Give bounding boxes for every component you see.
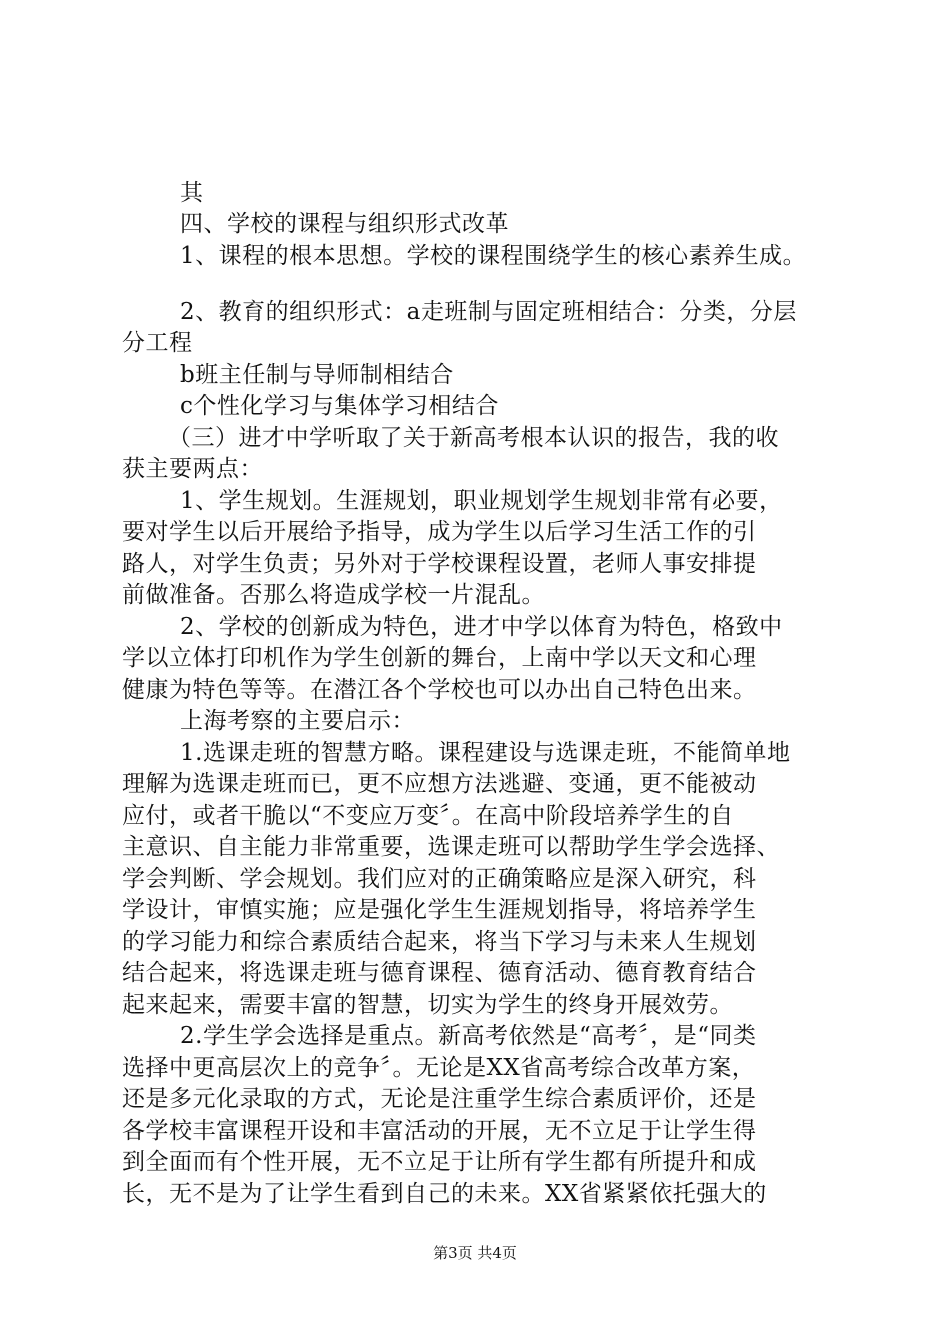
text-line: b班主任制与导师制相结合 [180, 362, 454, 388]
text-line: 健康为特色等等。在潜江各个学校也可以办出自己特色出来。 [122, 677, 757, 703]
text-line: 分工程 [122, 330, 193, 356]
text-line: 2.学生学会选择是重点。新高考依然是“高考〞，是“同类 [180, 1023, 757, 1049]
text-line: 2、教育的组织形式：a走班制与固定班相结合：分类，分层 [180, 299, 797, 325]
text-line: 路人，对学生负责；另外对于学校课程设置，老师人事安排提 [122, 551, 757, 577]
text-line: c个性化学习与集体学习相结合 [180, 393, 499, 419]
text-line: 长，无不是为了让学生看到自己的未来。XX省紧紧依托强大的 [122, 1181, 767, 1207]
text-line: 2、学校的创新成为特色，进才中学以体育为特色，格致中 [180, 614, 783, 640]
text-line: 其 [180, 180, 204, 206]
text-line: 理解为选课走班而已，更不应想方法逃避、变通，更不能被动 [122, 771, 757, 797]
text-line: 1、学生规划。生涯规划，职业规划学生规划非常有必要， [180, 488, 783, 514]
text-line: 主意识、自主能力非常重要，选课走班可以帮助学生学会选择、 [122, 834, 780, 860]
text-line: 结合起来，将选课走班与德育课程、德育活动、德育教育结合 [122, 960, 757, 986]
text-line: 选择中更高层次上的竞争〞。无论是XX省高考综合改革方案， [122, 1055, 756, 1081]
text-line: 的学习能力和综合素质结合起来，将当下学习与未来人生规划 [122, 929, 757, 955]
text-line: 获主要两点： [122, 456, 263, 482]
text-line: 应付，或者干脆以“不变应万变〞。在高中阶段培养学生的自 [122, 803, 734, 829]
text-line: 学会判断、学会规划。我们应对的正确策略应是深入研究，科 [122, 866, 757, 892]
text-line: 学以立体打印机作为学生创新的舞台，上南中学以天文和心理 [122, 645, 757, 671]
text-line: 各学校丰富课程开设和丰富活动的开展，无不立足于让学生得 [122, 1118, 757, 1144]
text-line: 到全面而有个性开展，无不立足于让所有学生都有所提升和成 [122, 1149, 757, 1175]
text-line: 起来起来，需要丰富的智慧，切实为学生的终身开展效劳。 [122, 992, 733, 1018]
text-line: （三）进才中学听取了关于新高考根本认识的报告，我的收 [168, 425, 779, 451]
text-line: 上海考察的主要启示： [180, 708, 415, 734]
text-line: 1、课程的根本思想。学校的课程围绕学生的核心素养生成。 [180, 243, 807, 269]
text-line: 1.选课走班的智慧方略。课程建设与选课走班，不能简单地 [180, 740, 791, 766]
text-line: 学设计，审慎实施；应是强化学生生涯规划指导，将培养学生 [122, 897, 757, 923]
section-heading: 四、学校的课程与组织形式改革 [180, 211, 509, 237]
text-line: 要对学生以后开展给予指导，成为学生以后学习生活工作的引 [122, 519, 757, 545]
page-number: 第3页 共4页 [433, 1244, 517, 1262]
text-line: 前做准备。否那么将造成学校一片混乱。 [122, 582, 545, 608]
text-line: 还是多元化录取的方式，无论是注重学生综合素质评价，还是 [122, 1086, 757, 1112]
